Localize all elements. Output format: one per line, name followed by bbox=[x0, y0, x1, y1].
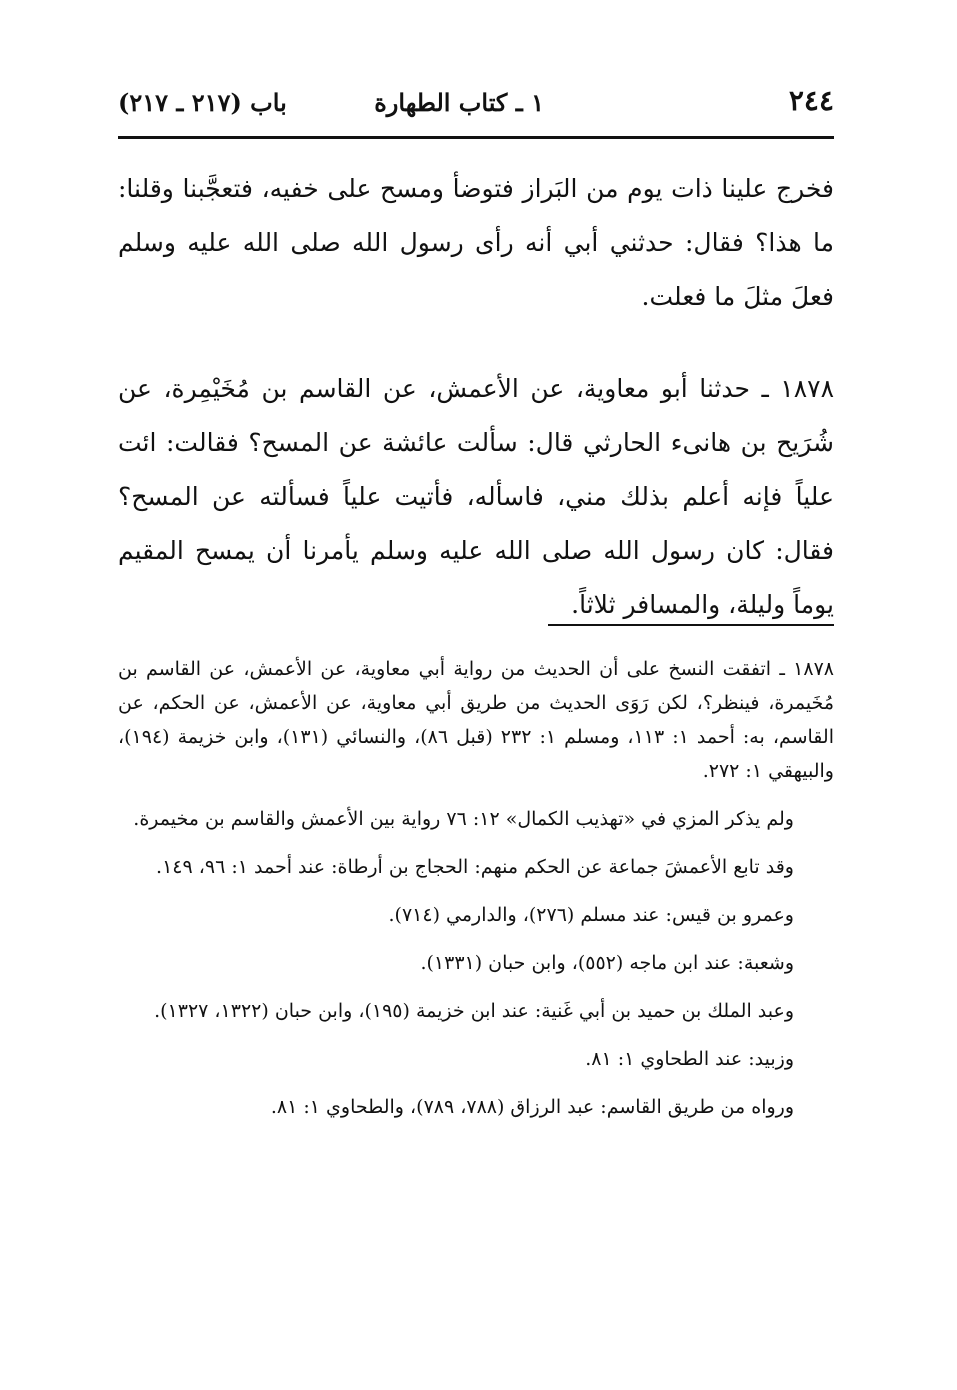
hadith-paragraph: ١٨٧٨ ـ حدثنا أبو معاوية، عن الأعمش، عن القاسم بن مُخَيْمِرة، عن شُرَيح بن هانىء الحارثي قال: سألت عائشة عن المسح؟ فقالت: ائت علياً فإنه أعلم بذلك مني، فاسأله، فأتيت علياً فسألته عن المسح؟ فقال: كان رسول الله صلى الله عليه وسلم يأمرنا أن يمسح المقيم يوماً وليلة، والمسافر ثلاثاً. bbox=[118, 374, 834, 619]
footnote-divider bbox=[548, 624, 834, 626]
book-title: ١ ـ كتاب الطهارة bbox=[374, 88, 544, 117]
footnote-paragraph: وعبد الملك بن حميد بن أبي غَنية: عند ابن خزيمة (١٩٥)، وابن حبان (١٣٢٢، ١٣٢٧). bbox=[154, 1000, 794, 1022]
header-divider bbox=[118, 136, 834, 139]
body-paragraph: فخرج علينا ذات يوم من البَراز فتوضأ ومسح على خفيه، فتعجَّبنا وقلنا: ما هذا؟ فقال: حدثني أبي أنه رأى رسول الله صلى الله عليه وسلم فعلَ مثلَ ما فعلت. bbox=[118, 174, 834, 311]
footnote-paragraph: وعمرو بن قيس: عند مسلم (٢٧٦)، والدارمي (٧١٤). bbox=[388, 904, 794, 926]
page-number: ٢٤٤ bbox=[788, 84, 834, 117]
footnote-paragraph: وقد تابع الأعمشَ جماعة عن الحكم منهم: الحجاج بن أرطاة: عند أحمد ١: ٩٦، ١٤٩. bbox=[156, 856, 794, 878]
footnote-paragraph: وزبيد: عند الطحاوي ١: ٨١. bbox=[585, 1048, 794, 1070]
running-header bbox=[118, 82, 834, 132]
footnotes bbox=[118, 652, 834, 1138]
footnote-paragraph: ١٨٧٨ ـ اتفقت النسخ على أن الحديث من رواية أبي معاوية، عن الأعمش، عن القاسم بن مُخَيمرة، فينظر؟، لكن رَوَى الحديث من طريق أبي معاوية، عن الأعمش، عن الحكم، عن القاسم، به: أحمد ١: ١١٣، ومسلم ١: ٢٣٢ (قبل ٨٦)، والنسائي (١٣١)، وابن خزيمة (١٩٤)، والبيهقي ١: ٢٧٢. bbox=[118, 658, 834, 782]
main-text bbox=[118, 162, 834, 632]
footnote-paragraph: ورواه من طريق القاسم: عبد الرزاق (٧٨٨، ٧٨٩)، والطحاوي ١: ٨١. bbox=[270, 1096, 794, 1118]
footnote-paragraph: وشعبة: عند ابن ماجه (٥٥٢)، وابن حبان (١٣٣١). bbox=[420, 952, 794, 974]
chapter-reference: باب (٢١٧ ـ ٢١٧) bbox=[118, 88, 287, 117]
footnote-paragraph: ولم يذكر المزي في «تهذيب الكمال» ١٢: ٧٦ رواية بين الأعمش والقاسم بن مخيمرة. bbox=[133, 808, 794, 830]
